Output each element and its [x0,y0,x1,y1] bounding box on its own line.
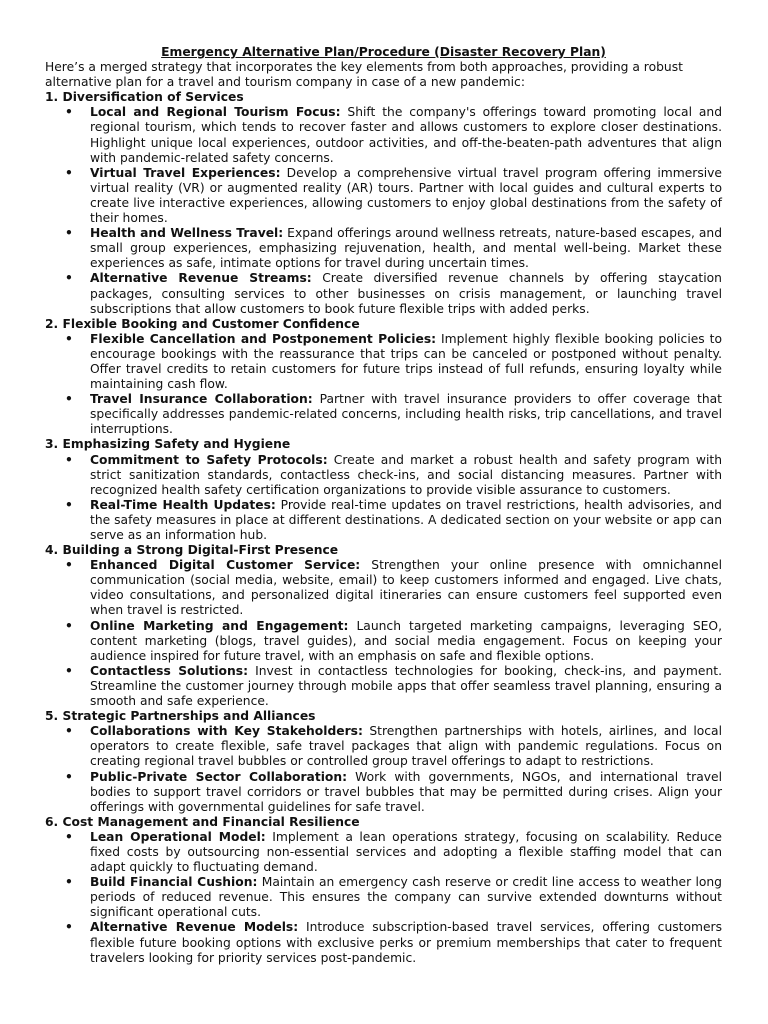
item-title: Contactless Solutions: [90,663,248,678]
list-item [65,663,722,709]
bullet-icon: • [65,829,73,844]
item-text: Provide real-time updates on travel restrictions, health advisories, and the safety measures in place at different destinations. A dedicated section on your website or app can serve as an information hub. [90,497,722,542]
item-text: Create and market a robust health and safety program with strict sanitization standards, contactless check-ins, and social distancing measures. Partner with recognized health safety certification organizations to provide visible assurance to customers. [90,452,722,497]
item-title: Local and Regional Tourism Focus: [90,105,341,120]
bullet-icon: • [65,271,73,286]
bullet-list [45,830,722,966]
item-text: Launch targeted marketing campaigns, leveraging SEO, content marketing (blogs, travel guides), and social media engagement. Focus on keeping your audience inspired for future travel, with an emphasis on safe and flexible options. [90,618,722,663]
bullet-list [45,558,722,709]
list-item [65,618,722,664]
bullet-icon: • [65,769,73,784]
item-title: Collaborations with Key Stakeholders: [90,724,363,739]
sections-container [45,90,722,965]
item-title: Real-Time Health Updates: [90,497,276,512]
bullet-icon: • [65,331,73,346]
item-text: Expand offerings around wellness retreats, nature-based escapes, and small group experiences, emphasizing rejuvenation, health, and mental well-being. Market these experiences as safe, intimate options for travel during uncertain times. [90,226,722,271]
section [45,709,722,815]
section [45,317,722,438]
section [45,90,722,316]
item-text: Introduce subscription-based travel services, offering customers flexible future booking options with exclusive perks or premium memberships that cater to frequent travelers looking for priority services post-pandemic. [90,920,722,965]
list-item [65,558,722,618]
item-text: Develop a comprehensive virtual travel program offering immersive virtual reality (VR) or augmented reality (AR) tours. Partner with local guides and cultural experts to create live interactive experiences, allowing customers to enjoy global destinations from the safety of their homes. [90,165,722,226]
list-item [65,920,722,965]
item-text: Partner with travel insurance providers to offer coverage that specifically addresses pandemic-related concerns, including health risks, trip cancellations, and travel interruptions. [90,392,722,437]
section-heading: 6. Cost Management and Financial Resilience [45,814,360,829]
list-item [65,392,722,437]
intro-paragraph: Here’s a merged strategy that incorporates the key elements from both approaches, providing a robust alternative plan for a travel and tourism company in case of a new pandemic: [45,60,683,90]
item-text: Create diversified revenue channels by offering staycation packages, consulting services to other businesses on crisis management, or launching travel subscriptions that allow customers to book future flexible trips with added perks. [90,271,722,316]
item-text: Strengthen your online presence with omnichannel communication (social media, website, email) to keep customers informed and engaged. Live chats, video consultations, and personalized digital itineraries can ensure customers feel supported even when travel is restricted. [90,558,722,618]
section-heading: 3. Emphasizing Safety and Hygiene [45,437,291,452]
section-heading: 4. Building a Strong Digital-First Presence [45,543,339,558]
list-item [65,331,722,392]
list-item [65,271,722,316]
bullet-icon: • [65,226,73,241]
bullet-icon: • [65,105,73,120]
item-title: Commitment to Safety Protocols: [90,452,328,467]
item-title: Health and Wellness Travel: [90,226,284,241]
item-title: Public-Private Sector Collaboration: [90,769,348,784]
list-item [65,724,722,769]
bullet-list [45,332,722,438]
item-title: Enhanced Digital Customer Service: [90,558,361,573]
item-text: Shift the company's offerings toward promoting local and regional tourism, which tends to recover faster and allows customers to explore closer destinations. Highlight unique local experiences, outdoor activities, and off-the-beaten-path adventures that align with pandemic-related safety concerns. [90,105,722,165]
bullet-icon: • [65,875,73,890]
section-heading: 1. Diversification of Services [45,90,244,105]
document-title: Emergency Alternative Plan/Procedure (Disaster Recovery Plan) [161,45,606,59]
list-item [65,829,722,875]
bullet-icon: • [65,497,73,512]
list-item [65,105,722,165]
bullet-icon: • [65,165,73,180]
section [45,815,722,966]
item-text: Maintain an emergency cash reserve or credit line access to weather long periods of reduced revenue. This ensures the company can survive extended downturns without significant operational cuts. [90,875,722,920]
item-text: Work with governments, NGOs, and international travel bodies to support travel corridors or travel bubbles that may be permitted during crises. Align your offerings with governmental guidelines for safe travel. [90,769,722,814]
bullet-icon: • [65,558,73,573]
bullet-list [45,453,722,544]
section [45,437,722,543]
list-item [65,452,722,498]
list-item [65,165,722,226]
item-title: Travel Insurance Collaboration: [90,392,313,407]
bullet-icon: • [65,618,73,633]
bullet-list [45,724,722,815]
item-text: Implement a lean operations strategy, focusing on scalability. Reduce fixed costs by outsourcing non-essential services and adopting a flexible staffing model that can adapt quickly to fluctuating demand. [90,829,722,875]
bullet-icon: • [65,663,73,678]
bullet-icon: • [65,392,73,407]
item-title: Alternative Revenue Models: [90,920,299,935]
item-text: Invest in contactless technologies for booking, check-ins, and payment. Streamline the customer journey through mobile apps that offer seamless travel planning, ensuring a smooth and safe experience. [90,663,722,709]
item-title: Online Marketing and Engagement: [90,618,349,633]
item-title: Build Financial Cushion: [90,875,258,890]
item-title: Virtual Travel Experiences: [90,165,281,180]
section [45,543,722,709]
item-text: Implement highly flexible booking policies to encourage bookings with the reassurance that trips can be canceled or postponed without penalty. Offer travel credits to retain customers for future trips instead of full refunds, ensuring loyalty while maintaining cash flow. [90,331,722,392]
bullet-list [45,105,722,316]
bullet-icon: • [65,724,73,739]
item-title: Lean Operational Model: [90,829,266,844]
item-title: Alternative Revenue Streams: [90,271,312,286]
bullet-icon: • [65,452,73,467]
list-item [65,769,722,815]
list-item [65,497,722,543]
item-text: Strengthen partnerships with hotels, airlines, and local operators to create flexible, safe travel packages that align with pandemic regulations. Focus on creating regional travel bubbles or controlled group travel offerings to adapt to restrictions. [90,724,722,769]
list-item [65,875,722,920]
bullet-icon: • [65,920,73,935]
list-item [65,226,722,271]
item-title: Flexible Cancellation and Postponement Policies: [90,331,437,346]
section-heading: 2. Flexible Booking and Customer Confidence [45,316,360,331]
section-heading: 5. Strategic Partnerships and Alliances [45,709,316,724]
